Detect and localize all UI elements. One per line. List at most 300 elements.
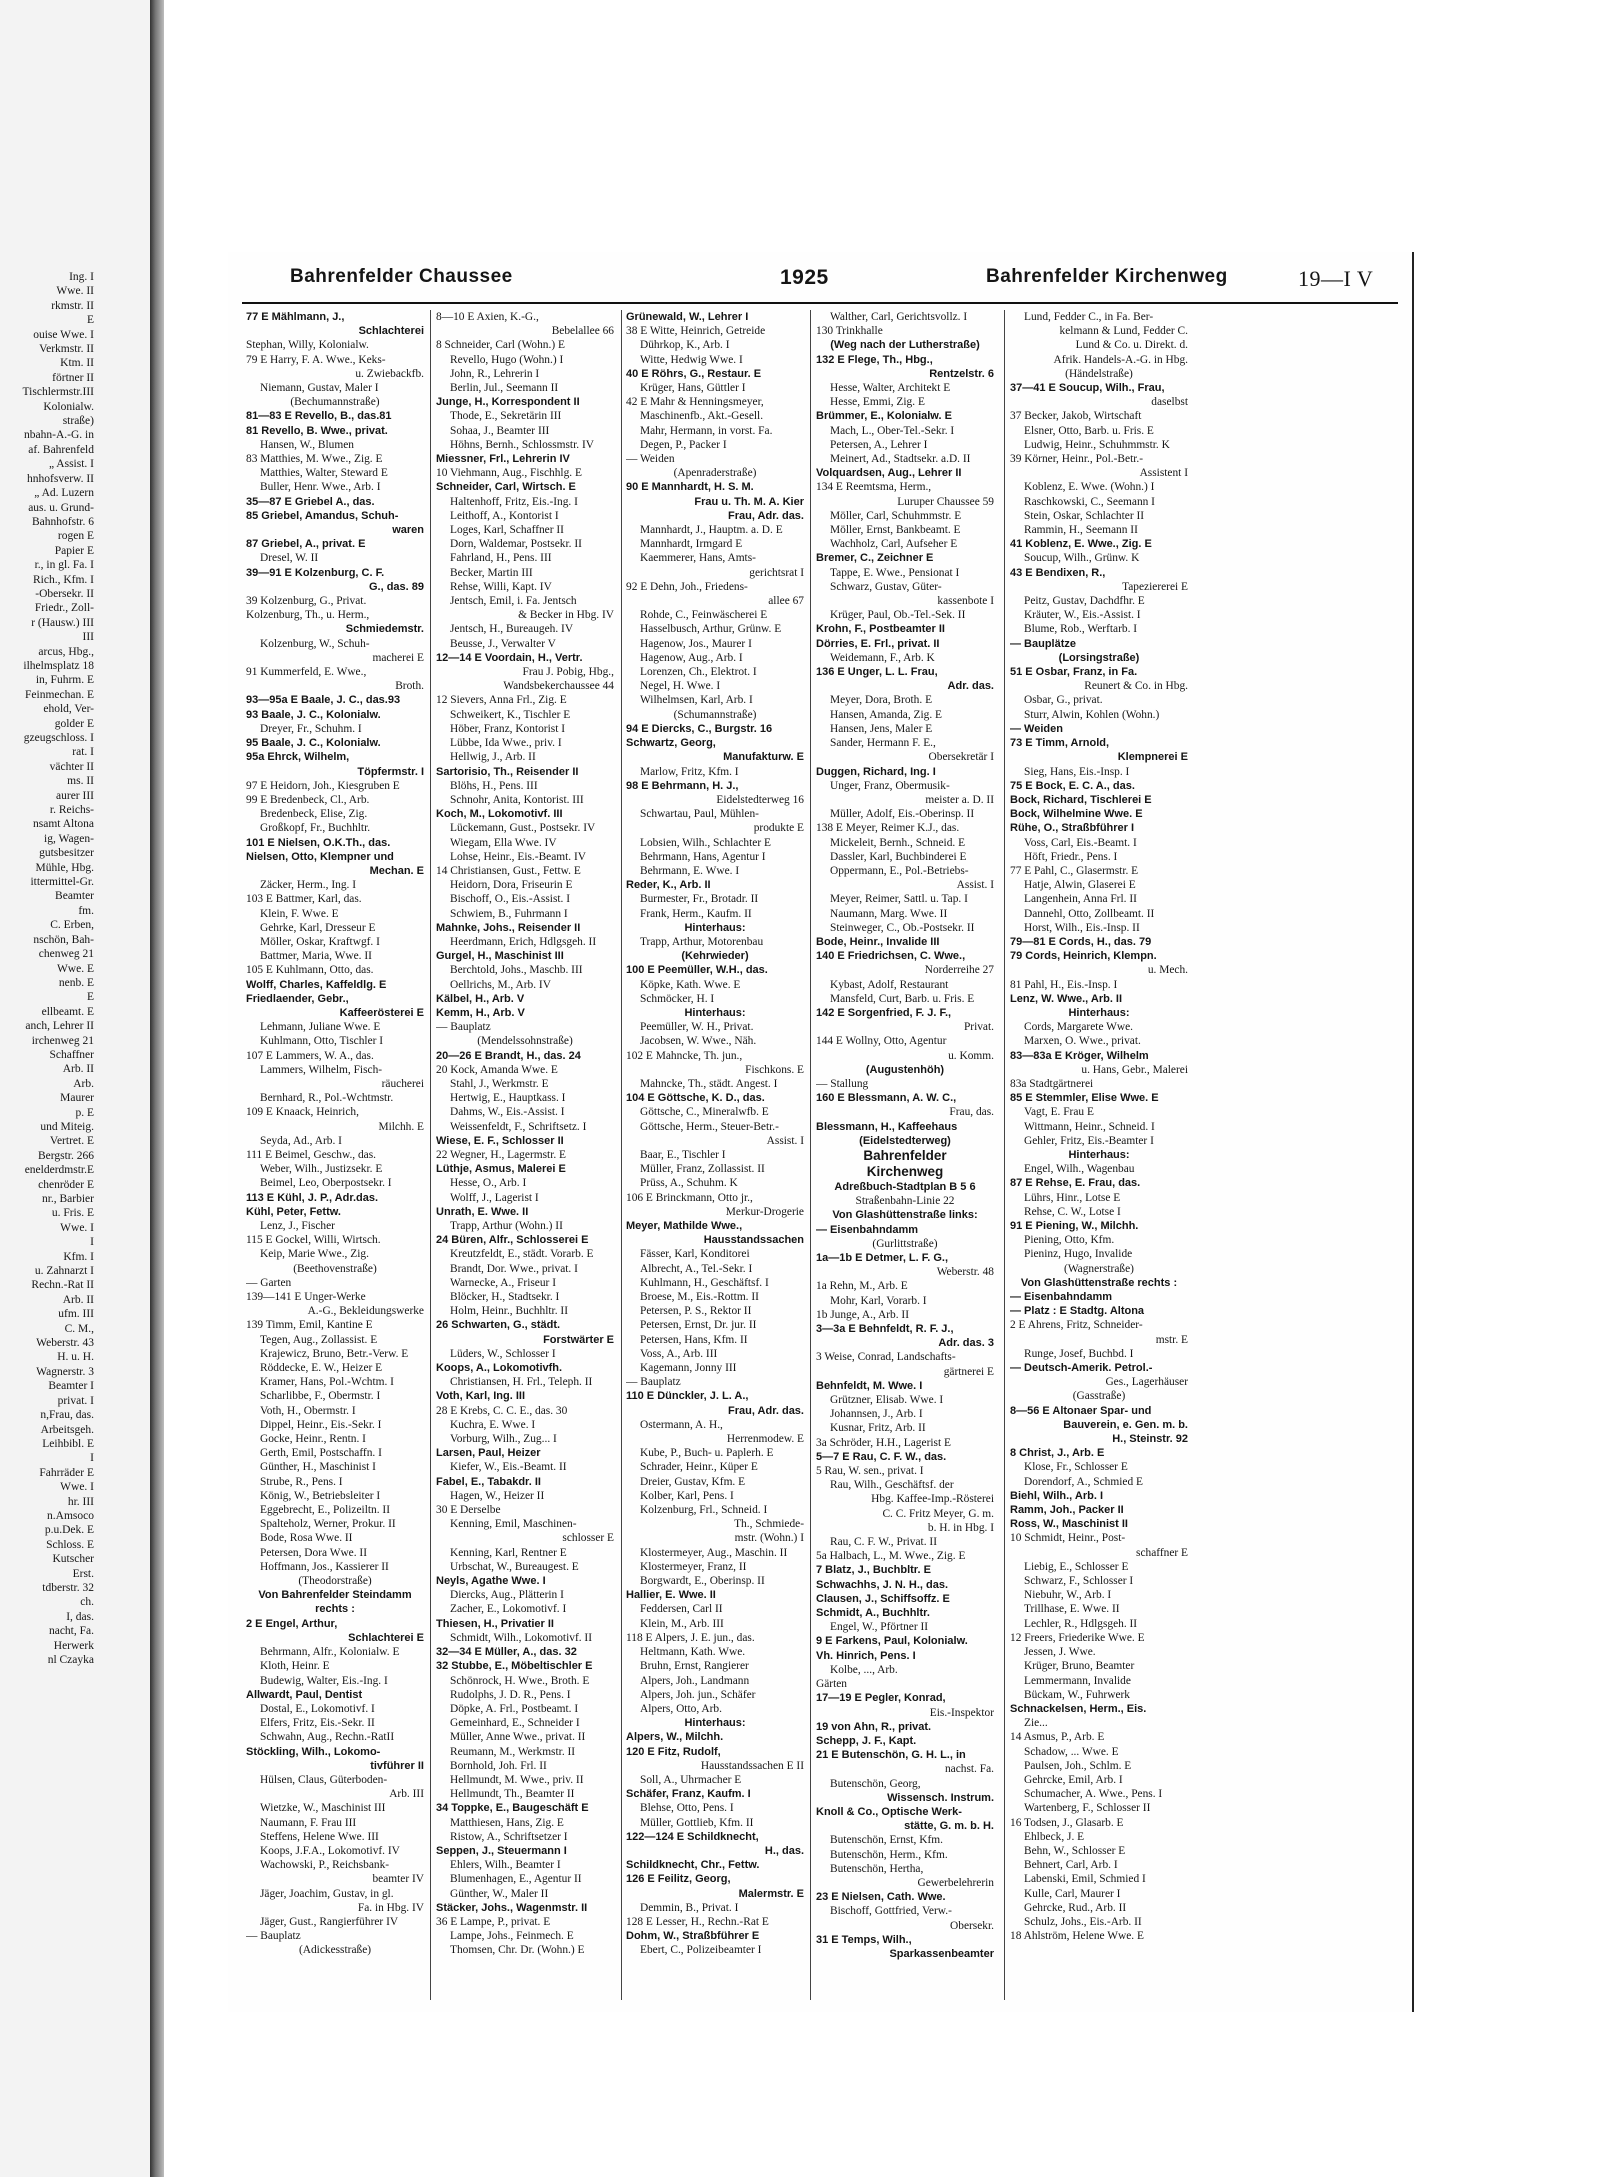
directory-entry: Butenschön, Hertha,	[830, 1862, 924, 1875]
directory-entry: 109 E Knaack, Heinrich,	[246, 1106, 359, 1119]
directory-entry: (Händelstraße)	[1065, 367, 1133, 380]
directory-entry: 104 E Göttsche, K. D., das.	[626, 1092, 765, 1105]
directory-entry: Sturr, Alwin, Kohlen (Wohn.)	[1024, 708, 1160, 721]
left-page-line: arcus, Hbg.,	[38, 645, 94, 658]
directory-entry: Günther, H., Maschinist I	[260, 1461, 376, 1474]
directory-entry: Behrmann, Hans, Agentur I	[640, 850, 766, 863]
directory-entry: Steinweger, C., Ob.-Postsekr. II	[830, 921, 975, 934]
directory-entry: Sieg, Hans, Eis.-Insp. I	[1024, 765, 1130, 778]
left-page-line: Mühle, Hbg.	[35, 861, 94, 874]
directory-entry: Müller, Franz, Zollassist. II	[640, 1163, 765, 1176]
directory-entry: Von Bahrenfelder Steindamm	[258, 1589, 412, 1602]
directory-entry: Mohr, Karl, Vorarb. I	[830, 1294, 927, 1307]
directory-entry: Möller, Oskar, Kraftwgf. I	[260, 935, 380, 948]
directory-entry: 3—3a E Behnfeldt, R. F. J.,	[816, 1323, 954, 1336]
directory-entry: Behrmann, Alfr., Kolonialw. E	[260, 1646, 400, 1659]
directory-entry: Wolff, J., Lagerist I	[450, 1191, 539, 1204]
directory-entry: Adr. das. 3	[938, 1337, 994, 1350]
directory-entry: Sohaa, J., Beamter III	[450, 424, 550, 437]
directory-entry: Meyer, Mathilde Wwe.,	[626, 1220, 743, 1232]
left-page-line: Wwe. II	[56, 285, 94, 298]
directory-entry: Kälbel, H., Arb. V	[436, 992, 525, 1005]
directory-entry: Rammin, H., Seemann II	[1024, 524, 1138, 537]
directory-entry: Thomsen, Chr. Dr. (Wohn.) E	[450, 1944, 585, 1957]
directory-entry: Bückam, W., Fuhrwerk	[1024, 1688, 1130, 1701]
directory-entry: Lampe, Johs., Feinmech. E	[450, 1930, 574, 1943]
directory-entry: Volquardsen, Aug., Lehrer II	[816, 467, 962, 480]
directory-entry: Lemmermann, Invalide	[1024, 1674, 1131, 1687]
directory-entry: Frau, das.	[949, 1106, 994, 1119]
directory-entry: Naumann, F. Frau III	[260, 1816, 357, 1829]
directory-entry: kelmann & Lund, Fedder C.	[1059, 325, 1188, 338]
left-page-line: E	[86, 991, 94, 1004]
left-page-line: n.Amsoco	[47, 1509, 94, 1522]
left-page-line: Kutscher	[52, 1553, 94, 1566]
directory-entry: Christiansen, H. Frl., Teleph. II	[450, 1376, 593, 1389]
directory-entry: Blöcker, H., Stadtsekr. I	[450, 1291, 560, 1304]
directory-entry: Diercks, Aug., Plätterin I	[450, 1589, 564, 1602]
directory-entry: nachst. Fa.	[944, 1763, 994, 1776]
directory-entry: Ebert, C., Polizeibeamter I	[640, 1944, 762, 1957]
left-page-line: Maurer	[60, 1092, 94, 1105]
left-page-line: ehold, Ver-	[43, 703, 94, 716]
directory-entry: John, R., Lehrerin I	[450, 367, 540, 380]
directory-entry: 94 E Diercks, C., Burgstr. 16	[626, 722, 773, 735]
directory-entry: Schwiem, B., Fuhrmann I	[450, 907, 568, 920]
left-page-line: Herwerk	[53, 1639, 94, 1652]
directory-entry: Adreßbuch-Stadtplan B 5 6	[834, 1180, 976, 1193]
directory-entry: Stäcker, Johs., Wagenmstr. II	[436, 1901, 588, 1914]
directory-entry: Lobsien, Wilh., Schlachter E	[640, 836, 771, 849]
directory-entry: Niemann, Gustav, Maler I	[260, 382, 379, 395]
directory-entry: Beimel, Leo, Oberpostsekr. I	[260, 1177, 392, 1190]
directory-entry: Lund & Co. u. Direkt. d.	[1075, 339, 1188, 352]
directory-entry: Mahncke, Th., städt. Angest. I	[640, 1077, 778, 1090]
directory-entry: 3 Weise, Conrad, Landschafts-	[816, 1351, 956, 1364]
directory-entry: (Apenraderstraße)	[673, 467, 757, 480]
directory-entry: meister a. D. II	[925, 793, 994, 806]
directory-entry: Dannehl, Otto, Zollbeamt. II	[1024, 907, 1155, 920]
directory-entry: 92 E Dehn, Joh., Friedens-	[626, 580, 748, 593]
directory-entry: Wachowski, P., Reichsbank-	[260, 1859, 390, 1872]
directory-entry: 8 Christ, J., Arb. E	[1010, 1447, 1105, 1460]
directory-entry: 2 E Ahrens, Fritz, Schneider-	[1010, 1319, 1143, 1332]
directory-entry: Wandsbekerchaussee 44	[503, 680, 614, 693]
directory-entry: Kräuter, W., Eis.-Assist. I	[1024, 609, 1141, 622]
directory-entry: Hellmundt, Th., Beamter II	[450, 1788, 575, 1801]
directory-entry: 101 E Nielsen, O.K.Th., das.	[246, 836, 391, 849]
directory-entry: Rehse, C. W., Lotse I	[1024, 1205, 1121, 1218]
directory-entry: Mansfeld, Curt, Barb. u. Fris. E	[830, 992, 975, 1005]
directory-entry: 139—141 E Unger-Werke	[246, 1291, 366, 1304]
directory-entry: 91 E Piening, W., Milchh.	[1010, 1220, 1139, 1232]
directory-entry: Ristow, A., Schriftsetzer I	[450, 1830, 568, 1843]
directory-entry: Thiesen, H., Privatier II	[436, 1617, 554, 1630]
directory-entry: Dresel, W. II	[260, 552, 319, 565]
directory-entry: Ges., Lagerhäuser	[1105, 1376, 1188, 1389]
directory-entry: Kube, P., Buch- u. Paplerh. E	[640, 1447, 774, 1460]
left-page-line: u. Zahnarzt I	[34, 1265, 94, 1278]
directory-entry: Höft, Friedr., Pens. I	[1024, 850, 1118, 863]
directory-entry: Döpke, A. Frl., Postbeamt. I	[450, 1702, 579, 1715]
directory-entry: Peemüller, W. H., Privat.	[640, 1021, 754, 1034]
directory-entry: Behnert, Carl, Arb. I	[1024, 1859, 1118, 1872]
directory-entry: — Bauplatz	[246, 1930, 301, 1943]
directory-entry: 75 E Bock, E. C. A., das.	[1010, 779, 1135, 792]
directory-entry: Töpfermstr. I	[357, 765, 424, 778]
directory-entry: Dorendorf, A., Schmied E	[1024, 1475, 1143, 1488]
left-page-line: -Obersekr. II	[35, 587, 94, 600]
directory-entry: Schwartau, Paul, Mühlen-	[640, 808, 759, 821]
directory-entry: Soucup, Wilh., Grünw. K	[1024, 552, 1140, 565]
directory-entry: schaffner E	[1136, 1546, 1188, 1559]
directory-entry: Leithoff, A., Kontorist I	[450, 509, 559, 522]
directory-entry: Schadow, ... Wwe. E	[1024, 1745, 1119, 1758]
directory-entry: Holm, Heinr., Buchhltr. II	[450, 1305, 569, 1318]
directory-entry: König, W., Betriebsleiter I	[260, 1489, 381, 1502]
directory-entry: 140 E Friedrichsen, C. Wwe.,	[816, 950, 966, 963]
directory-entry: Köpke, Kath. Wwe. E	[640, 978, 741, 991]
left-page-line: Kolonialw.	[43, 400, 94, 413]
left-page-line: E	[86, 314, 94, 327]
directory-entry: Schäfer, Franz, Kaufm. I	[626, 1788, 751, 1801]
directory-entry: 83—83a E Kröger, Wilhelm	[1010, 1049, 1149, 1062]
directory-entry: Runge, Josef, Buchbd. I	[1024, 1347, 1134, 1360]
directory-entry: Revello, Hugo (Wohn.) I	[450, 353, 564, 366]
directory-entry: Lohse, Heinr., Eis.-Beamt. IV	[450, 850, 587, 863]
directory-entry: 1b Junge, A., Arb. II	[816, 1308, 910, 1321]
directory-entry: Wilhelmsen, Karl, Arb. I	[640, 694, 753, 707]
directory-entry: gärtnerei E	[943, 1365, 994, 1378]
directory-entry: 12 Sievers, Anna Frl., Zig. E	[436, 694, 567, 707]
directory-entry: Hinterhaus:	[1068, 1148, 1130, 1161]
directory-entry: Gehrke, Karl, Dresseur E	[260, 921, 376, 934]
directory-entry: 31 E Temps, Wilh.,	[816, 1933, 912, 1946]
directory-entry: 102 E Mahncke, Th. jun.,	[626, 1049, 743, 1062]
directory-entry: — Stallung	[816, 1077, 869, 1090]
directory-entry: Behn, W., Schlosser E	[1024, 1844, 1126, 1857]
left-page-line: nbahn-A.-G. in	[24, 429, 94, 442]
directory-entry: 120 E Fitz, Rudolf,	[626, 1745, 721, 1758]
directory-entry: Weissenfeldt, F., Schriftsetz. I	[450, 1120, 587, 1133]
directory-entry: — Bauplatz	[626, 1376, 681, 1389]
directory-entry: Frank, Herm., Kaufm. II	[640, 907, 752, 920]
directory-entry: Walther, Carl, Gerichtsvollz. I	[830, 311, 968, 323]
left-page-line: I	[90, 1452, 94, 1465]
directory-entry: Behrmann, E. Wwe. I	[640, 864, 740, 877]
directory-entry: Bischoff, O., Eis.-Assist. I	[450, 893, 571, 906]
directory-entry: 41 Koblenz, E. Wwe., Zig. E	[1010, 538, 1152, 551]
left-page-line: förtner II	[52, 371, 94, 384]
directory-entry: Klempnerei E	[1117, 751, 1188, 764]
left-page-line: ouise Wwe. I	[33, 328, 94, 341]
directory-entry: Lund, Fedder C., in Fa. Ber-	[1024, 311, 1154, 323]
directory-entry: Möller, Carl, Schuhmmstr. E	[830, 509, 962, 522]
directory-entry: Hesse, Emmi, Zig. E	[830, 396, 925, 409]
left-page-line: I, das.	[66, 1610, 94, 1623]
directory-entry: Scharlibbe, F., Obermstr. I	[260, 1390, 381, 1403]
directory-entry: Naumann, Marg. Wwe. II	[830, 907, 948, 920]
directory-entry: Friedlaender, Gebr.,	[246, 992, 349, 1005]
directory-entry: Günther, W., Maler II	[450, 1887, 549, 1900]
directory-entry: Hertwig, E., Hauptkass. I	[450, 1092, 566, 1105]
directory-entry: 118 E Alpers, J. E. jun., das.	[626, 1631, 755, 1644]
directory-entry: 21 E Butenschön, G. H. L., in	[816, 1749, 966, 1762]
directory-entry: u. Hans, Gebr., Malerei	[1081, 1063, 1188, 1076]
left-page-line: nacht, Fa.	[48, 1625, 94, 1638]
directory-entry: Mechan. E	[369, 864, 424, 877]
directory-entry: A.-G., Bekleidungswerke	[307, 1305, 424, 1318]
left-page-line: Fahrräder E	[39, 1466, 94, 1479]
directory-entry: 38 E Witte, Heinrich, Getreide	[626, 325, 766, 338]
directory-entry: rechts :	[315, 1603, 355, 1616]
directory-entry: stätte, G. m. b. H.	[904, 1820, 994, 1833]
directory-entry: Dippel, Heinr., Eis.-Sekr. I	[260, 1418, 382, 1431]
directory-entry: (Bechumannstraße)	[290, 396, 380, 409]
directory-entry: Klostermeyer, Aug., Maschin. II	[640, 1546, 788, 1559]
directory-entry: Ostermann, A. H.,	[640, 1418, 723, 1431]
directory-entry: Broese, M., Eis.-Rottm. II	[640, 1291, 759, 1304]
directory-entry: Engel, Wilh., Wagenbau	[1024, 1163, 1135, 1176]
directory-entry: Sander, Hermann F. E.,	[830, 737, 936, 750]
directory-entry: Hagenow, Jos., Maurer I	[640, 637, 752, 650]
left-page-line: Beamter I	[48, 1380, 94, 1393]
directory-entry: 103 E Battmer, Karl, das.	[246, 893, 362, 906]
left-page-line: Erst.	[72, 1567, 94, 1580]
directory-entry: Bernhard, R., Pol.-Wchtmstr.	[260, 1092, 394, 1105]
directory-entry: Peitz, Gustav, Dachdfhr. E	[1024, 595, 1145, 608]
directory-entry: Butenschön, Ernst, Kfm.	[830, 1834, 943, 1847]
directory-entry: Kolzenburg, Frl., Schneid. I	[640, 1504, 768, 1517]
directory-entry: Ross, W., Maschinist II	[1010, 1518, 1128, 1531]
directory-entry: Buller, Henr. Wwe., Arb. I	[260, 481, 381, 494]
directory-entry: Langenhein, Anna Frl. II	[1024, 893, 1137, 906]
directory-entry: Gemeinhard, E., Schneider I	[450, 1717, 580, 1730]
directory-entry: 2 E Engel, Arthur,	[246, 1617, 338, 1630]
directory-entry: Bauverein, e. Gen. m. b.	[1063, 1418, 1188, 1431]
directory-entry: Forstwärter E	[543, 1333, 614, 1346]
directory-entry: Herrenmodew. E	[726, 1433, 804, 1446]
directory-entry: Kolzenburg, Th., u. Herm.,	[246, 609, 370, 622]
directory-entry: 98 E Behrmann, H. J.,	[626, 779, 739, 792]
directory-entry: Feddersen, Carl II	[640, 1603, 723, 1616]
directory-entry: 17—19 E Pegler, Konrad,	[816, 1692, 946, 1705]
directory-entry: 77 E Pahl, C., Glasermstr. E	[1010, 864, 1139, 877]
directory-entry: Voth, H., Obermstr. I	[260, 1404, 356, 1417]
directory-entry: Eis.-Inspektor	[929, 1706, 994, 1719]
directory-entry: 32 Stubbe, E., Möbeltischler E	[436, 1660, 593, 1673]
directory-entry: 5 Rau, W. sen., privat. I	[816, 1465, 924, 1478]
directory-entry: Göttsche, C., Mineralwfb. E	[640, 1106, 769, 1119]
directory-entry: Jentsch, Emil, i. Fa. Jentsch	[450, 595, 577, 608]
directory-entry: Meyer, Dora, Broth. E	[830, 694, 933, 707]
directory-entry: Dörries, E. Frl., privat. II	[816, 637, 940, 650]
directory-entry: Mannhardt, J., Hauptm. a. D. E	[640, 524, 783, 537]
directory-entry: Hansen, Jens, Maler E	[830, 722, 933, 735]
directory-entry: 39—91 E Kolzenburg, C. F.	[246, 566, 385, 579]
directory-entry: Jessen, J. Wwe.	[1024, 1646, 1096, 1659]
directory-entry: Reumann, M., Werkmstr. II	[450, 1745, 576, 1758]
directory-entry: Gewerbelehrerin	[917, 1876, 994, 1889]
directory-entry: Weber, Wilh., Justizsekr. E	[260, 1163, 383, 1176]
directory-entry: Zacher, E., Lokomotivf. I	[450, 1603, 567, 1616]
directory-entry: Petersen, Dora Wwe. II	[260, 1546, 368, 1559]
directory-entry: Hinterhaus:	[684, 1006, 746, 1019]
column-divider	[810, 310, 811, 2000]
left-page-line: Feinmechan. E	[25, 688, 94, 701]
directory-entry: Koblenz, E. Wwe. (Wohn.) I	[1024, 481, 1155, 494]
left-page-line: p. E	[75, 1106, 94, 1119]
directory-entry: Burmester, Fr., Brotadr. II	[640, 893, 759, 906]
left-page-line: Rechn.-Rat II	[31, 1279, 94, 1292]
directory-entry: Stein, Oskar, Schlachter II	[1024, 509, 1145, 522]
directory-entry: Fahrland, H., Pens. III	[450, 552, 552, 565]
directory-entry: 142 E Sorgenfried, F. J. F.,	[816, 1006, 952, 1019]
directory-entry: Lührs, Hinr., Lotse E	[1024, 1191, 1121, 1204]
directory-entry: — Platz : E Stadtg. Altona	[1010, 1305, 1145, 1318]
directory-entry: Kuhlmann, Otto, Tischler I	[260, 1035, 384, 1048]
directory-entry: Schumacher, A. Wwe., Pens. I	[1024, 1788, 1163, 1801]
directory-entry: Hülsen, Claus, Güterboden-	[260, 1773, 388, 1786]
directory-entry: Negel, H. Wwe. I	[640, 680, 721, 693]
directory-entry: Johannsen, J., Arb. I	[830, 1408, 923, 1421]
directory-entry: kassenbote I	[937, 595, 994, 608]
directory-entry: räucherei	[381, 1077, 424, 1090]
directory-entry: Eggebrecht, E., Polizeiltn. II	[260, 1504, 391, 1517]
directory-entry: 144 E Wollny, Otto, Agentur	[816, 1035, 947, 1048]
left-page-line: III	[82, 631, 94, 644]
directory-entry: Mannhardt, Irmgard E	[640, 538, 743, 551]
left-page-line: chenweg 21	[38, 948, 94, 961]
directory-entry: (Lorsingstraße)	[1058, 651, 1140, 664]
directory-entry: allee 67	[768, 595, 804, 608]
left-page-line: Bahnhofstr. 6	[32, 515, 94, 528]
directory-entry: Wartenberg, F., Schlosser II	[1024, 1802, 1151, 1815]
directory-entry: Dahms, W., Eis.-Assist. I	[450, 1106, 565, 1119]
directory-entry: Bremer, C., Zeichner E	[816, 552, 934, 565]
directory-entry: Cords, Margarete Wwe.	[1024, 1021, 1134, 1034]
directory-entry: Dreier, Gustav, Kfm. E	[640, 1475, 746, 1488]
directory-entry: Degen, P., Packer I	[640, 438, 727, 451]
directory-entry: Wiegam, Ella Wwe. IV	[450, 836, 557, 849]
directory-entry: Witte, Hedwig Wwe. I	[640, 353, 743, 366]
directory-entry: Kramer, Hans, Pol.-Wchtm. I	[260, 1376, 394, 1389]
left-page-line: Arb. II	[62, 1063, 94, 1076]
directory-entry: 95a Ehrck, Wilhelm,	[246, 751, 350, 764]
directory-entry: Wiese, E. F., Schlosser II	[436, 1134, 564, 1147]
directory-entry: u. Komm.	[948, 1049, 994, 1062]
left-page-line: n,Frau, das.	[40, 1409, 94, 1422]
directory-entry: Trapp, Arthur (Wohn.) II	[450, 1220, 563, 1232]
directory-entry: Dostal, E., Lokomotivf. I	[260, 1702, 375, 1715]
directory-entry: 79 Cords, Heinrich, Klempn.	[1010, 950, 1157, 963]
directory-entry: Meyer, Reimer, Sattl. u. Tap. I	[830, 893, 968, 906]
directory-entry: 107 E Lammers, W. A., das.	[246, 1049, 374, 1062]
directory-entry: Labenski, Emil, Schmied I	[1024, 1873, 1146, 1886]
directory-entry: 134 E Reemtsma, Herm.,	[816, 481, 932, 494]
directory-entry: Weberstr. 48	[936, 1266, 994, 1279]
directory-entry: Loges, Karl, Schaffner II	[450, 524, 564, 537]
directory-entry: Eidelstedterweg 16	[716, 793, 804, 806]
directory-entry: Klein, M., Arb. III	[640, 1617, 724, 1630]
directory-entry: — Deutsch-Amerik. Petrol.-	[1010, 1362, 1153, 1375]
left-street-title: Bahrenfelder Chaussee	[290, 266, 513, 287]
left-page-line: rkmstr. II	[51, 299, 94, 312]
directory-entry: Kemm, H., Arb. V	[436, 1006, 525, 1019]
directory-entry: — Weiden	[1010, 722, 1063, 735]
directory-entry: (Augustenhöh)	[865, 1063, 945, 1076]
directory-entry: Kybast, Adolf, Restaurant	[830, 978, 949, 991]
directory-entry: Alpers, W., Milchh.	[626, 1731, 724, 1744]
column-divider	[621, 310, 622, 2000]
left-page-line: golder E	[54, 717, 94, 730]
directory-entry: 16 Todsen, J., Glasarb. E	[1010, 1816, 1124, 1829]
directory-entry: 90 E Mannhardt, H. S. M.	[626, 481, 754, 494]
directory-entry: Osbar, G., privat.	[1024, 694, 1103, 707]
directory-entry: Piening, Otto, Kfm.	[1024, 1234, 1115, 1247]
left-page-line: ufm. III	[58, 1308, 94, 1321]
directory-entry: Raschkowski, C., Seemann I	[1024, 495, 1155, 508]
directory-entry: Rentzelstr. 6	[929, 367, 994, 380]
directory-entry: Trillhase, E. Wwe. II	[1024, 1603, 1120, 1616]
left-page-line: „ Assist. I	[48, 458, 94, 471]
directory-entry: Sparkassenbeamter	[889, 1947, 994, 1960]
column-4	[816, 310, 994, 1961]
directory-entry: Kagemann, Jonny III	[640, 1362, 737, 1375]
directory-entry: Vagt, E. Frau E	[1024, 1106, 1094, 1119]
directory-entry: Grützner, Elisab. Wwe. I	[830, 1394, 944, 1407]
directory-entry: Stahl, J., Werkmstr. E	[450, 1077, 549, 1090]
directory-entry: 8 Schneider, Carl (Wohn.) E	[436, 339, 565, 352]
directory-entry: 138 E Meyer, Reimer K.J., das.	[816, 822, 960, 835]
directory-entry: Krajewicz, Bruno, Betr.-Verw. E	[260, 1347, 409, 1360]
page-number: 19—I V	[1298, 266, 1374, 291]
directory-entry: Arb. III	[389, 1788, 424, 1801]
directory-entry: Steffens, Helene Wwe. III	[260, 1830, 379, 1843]
directory-entry: Lechler, R., Hdlgsgeh. II	[1024, 1617, 1138, 1630]
directory-entry: 81 Revello, B. Wwe., privat.	[246, 424, 388, 437]
directory-entry: 14 Christiansen, Gust., Fettw. E	[436, 864, 581, 877]
directory-entry: Hausstandssachen E II	[700, 1759, 804, 1772]
left-page-line: Leihbibl. E	[42, 1437, 94, 1450]
directory-entry: Bahrenfelder	[863, 1147, 947, 1163]
directory-entry: Frau, Adr. das.	[727, 1404, 804, 1417]
directory-entry: schlosser E	[562, 1532, 614, 1545]
directory-entry: Rehse, Willi, Kapt. IV	[450, 580, 552, 593]
directory-entry: (Beethovenstraße)	[293, 1262, 377, 1275]
directory-entry: Junge, H., Korrespondent II	[436, 396, 580, 409]
directory-entry: 130 Trinkhalle	[816, 325, 883, 338]
left-page-line: nschön, Bah-	[33, 933, 94, 946]
directory-entry: Dohm, W., Straßbführer E	[626, 1930, 760, 1943]
directory-entry: Vorburg, Wilh., Zug... I	[450, 1433, 557, 1446]
directory-entry: 35—87 E Griebel A., das.	[246, 495, 375, 508]
directory-entry: Keip, Marie Wwe., Zig.	[260, 1248, 369, 1261]
directory-entry: Tegen, Aug., Zollassist. E	[260, 1333, 378, 1346]
directory-entry: Hallier, E. Wwe. II	[626, 1589, 716, 1602]
directory-entry: Schwarz, Gustav, Güter-	[830, 580, 942, 593]
directory-entry: 85 Griebel, Amandus, Schuh-	[246, 509, 399, 522]
directory-entry: Neyls, Agathe Wwe. I	[436, 1575, 546, 1588]
directory-entry: Kuchra, E. Wwe. I	[450, 1418, 536, 1431]
directory-entry: Lüthje, Asmus, Malerei E	[436, 1163, 566, 1176]
directory-entry: Kühl, Peter, Fettw.	[246, 1205, 341, 1218]
directory-entry: Spalteholz, Werner, Prokur. II	[260, 1518, 396, 1531]
directory-entry: Kirchenweg	[866, 1163, 944, 1179]
directory-entry: Lückemann, Gust., Postsekr. IV	[450, 822, 596, 835]
directory-entry: Koch, M., Lokomotivf. III	[436, 808, 563, 821]
directory-entry: Ehlbeck, J. E	[1024, 1830, 1085, 1843]
